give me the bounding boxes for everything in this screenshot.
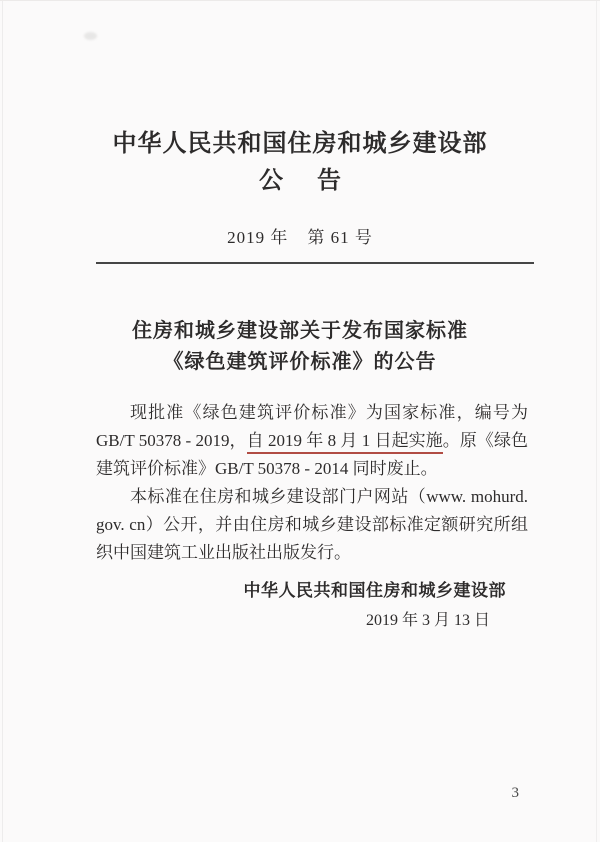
issuing-authority: 中华人民共和国住房和城乡建设部 (112, 131, 488, 157)
page-number: 3 (511, 785, 519, 801)
issue-number-line (0, 228, 600, 248)
issue-year: 2019 年 (227, 228, 289, 247)
signature-block (0, 580, 600, 631)
issue-number: 第 61 号 (307, 228, 373, 247)
header-divider-rule (96, 262, 534, 264)
paragraph-1-text-before: 现批准《绿色建筑评价标准》为国家标准，编号为 GB/T 50378 - 2019， (96, 403, 528, 450)
announcement-title-line1: 住房和城乡建设部关于发布国家标准 (132, 320, 468, 342)
document-header (0, 1, 600, 264)
scan-smudge (84, 32, 97, 40)
announcement-title (0, 316, 600, 378)
doc-type-char-left: 公 (259, 168, 283, 194)
paragraph-1-text-after: 。原《绿色建筑评价标准》GB/T 50378 - 2014 同时废止。 (96, 431, 529, 478)
doc-type-char-right: 告 (317, 168, 341, 194)
signature-organization: 中华人民共和国住房和城乡建设部 (243, 581, 506, 600)
signature-date: 2019 年 3 月 13 日 (365, 612, 490, 629)
document-type (0, 167, 600, 195)
paragraph-2: 本标准在住房和城乡建设部门户网站（www. mohurd. gov. cn）公开，并由住房和城乡建设部标准定额研究所组织中国建筑工业出版社出版发行。 (96, 487, 528, 562)
paragraph-1 (96, 399, 528, 483)
document-body (0, 399, 600, 567)
effective-date-underlined-text: 自 2019 年 8 月 1 日起实施 (247, 431, 443, 454)
announcement-title-line2: 《绿色建筑评价标准》的公告 (163, 351, 437, 373)
